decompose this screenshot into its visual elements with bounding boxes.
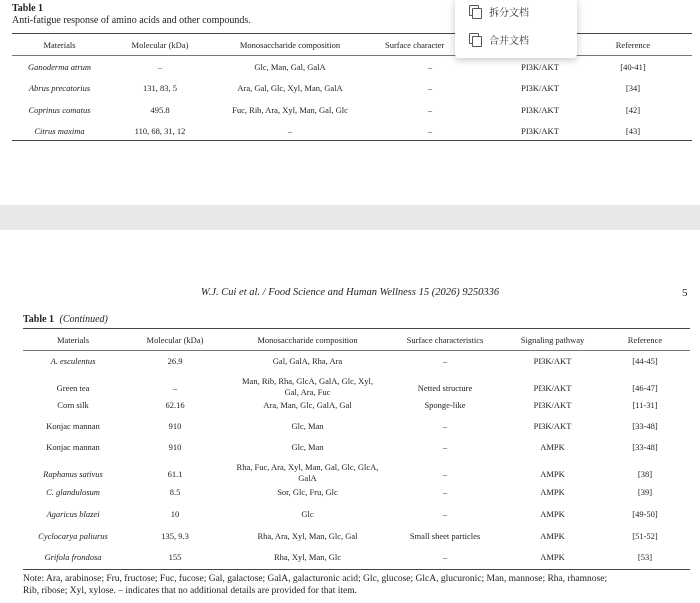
table-bottom-rule [12,140,692,141]
header2-surface: Surface characteristics [406,335,484,345]
table-note-line-2: Rib, ribose; Xyl, xylose. – indicates that no additional details are provided for that item. [23,586,358,596]
cell-surface: – [427,83,433,93]
cell-surface: – [442,509,448,519]
cell-material: A. esculentus [50,356,96,366]
cell-pathway: PI3K/AKT [521,105,559,115]
cell-reference: [40-41] [620,62,646,72]
document-page [0,230,700,603]
cell-reference: [42] [625,105,641,115]
cell-reference: [43] [625,126,641,136]
cell-reference: [44-45] [632,356,658,366]
header-molecular: Molecular (kDa) [131,40,189,50]
cell-pathway: AMPK [540,509,565,519]
cell-material: Agaricus blazei [46,509,100,519]
cell-pathway: PI3K/AKT [521,126,559,136]
cell-mono: Glc, Man [291,442,324,452]
table-caption: Anti-fatigue response of amino acids and other compounds. [12,15,251,26]
header2-rule [23,350,690,351]
document-page-top [0,0,700,205]
cell-mono: – [287,126,293,136]
cell-reference: [33-48] [632,442,658,452]
cell-pathway: PI3K/AKT [533,400,572,410]
cell-mono: Gal, GalA, Rha, Ara [272,356,343,366]
cell-material: Cyclocarya paliurus [38,531,108,541]
cell-molecular: – [157,62,163,72]
cell-reference: [53] [637,552,653,562]
page-gap [0,205,700,230]
merge-document-menu-item[interactable] [455,26,577,52]
cell-molecular: 61.1 [167,469,183,479]
cell-molecular: – [172,383,178,393]
cell-pathway: PI3K/AKT [521,83,559,93]
cell-material: Green tea [56,383,90,393]
table-title-continued [23,314,108,325]
header2-materials: Materials [56,335,90,345]
cell-molecular: 8.5 [169,487,181,497]
cell-mono: Man, Rib, Rha, GlcA, GalA, Glc, Xyl, [241,376,374,386]
cell-surface: – [442,487,448,497]
document-context-menu [455,0,577,58]
cell-reference: [34] [625,83,641,93]
cell-pathway: AMPK [540,442,565,452]
header-mono: Monosaccharide composition [239,40,341,50]
cell-reference: [49-50] [632,509,658,519]
cell-surface: – [427,105,433,115]
cell-mono: Ara, Man, Glc, GalA, Gal [263,400,352,410]
table-top-rule [12,33,692,34]
cell-molecular: 131, 83, 5 [143,83,177,93]
cell-reference: [11-31] [632,400,658,410]
table2-top-rule [23,328,690,329]
cell-surface: Small sheet particles [409,531,481,541]
table2-bottom-rule [23,569,690,570]
cell-material: Coprinus comatus [28,105,91,115]
split-document-icon [469,5,481,17]
cell-mono: Rha, Fuc, Ara, Xyl, Man, Gal, Glc, GlcA, [236,462,379,472]
cell-mono: Glc, Man, Gal, GalA [254,62,326,72]
cell-surface: – [442,356,448,366]
cell-molecular: 62.16 [165,400,185,410]
cell-molecular: 910 [168,421,182,431]
cell-material: Konjac mannan [46,421,100,431]
header2-pathway: Signaling pathway [520,335,585,345]
cell-molecular: 110, 68, 31, 12 [134,126,186,136]
cell-material: Citrus maxima [34,126,85,136]
table-title: Table 1 [12,3,44,14]
cell-surface: – [442,469,448,479]
cell-surface: – [442,442,448,452]
split-document-label: 拆分文档 [489,7,529,19]
cell-reference: [33-48] [632,421,658,431]
cell-mono: Ara, Gal, Glc, Xyl, Man, GalA [237,83,343,93]
cell-pathway: PI3K/AKT [521,62,559,72]
table-note-line-1: Note: Ara, arabinose; Fru, fructose; Fuc, fucose; Gal, galactose; GalA, galacturonic acid; Glc, glucose; GlcA, glucuronic; Man, mannose; Rha, rhamnose; [23,574,608,584]
header2-mono: Monosaccharide composition [257,335,358,345]
cell-surface: – [427,126,433,136]
cell-material: Abrus precatorius [28,83,91,93]
cell-surface: Sponge-like [424,400,466,410]
cell-molecular: 495.8 [150,105,170,115]
cell-pathway: PI3K/AKT [533,383,572,393]
cell-material: Corn silk [57,400,89,410]
cell-pathway: AMPK [540,552,565,562]
cell-molecular: 26.9 [167,356,183,366]
header-reference: Reference [615,40,651,50]
page-number: 5 [682,287,688,299]
cell-surface: Netted structure [417,383,473,393]
cell-mono: Glc, Man [291,421,324,431]
cell-pathway: PI3K/AKT [533,421,572,431]
merge-document-icon [469,33,481,45]
cell-pathway: AMPK [540,487,565,497]
cell-mono-cont: Gal, Ara, Fuc [284,387,331,397]
cell-mono: Fuc, Rib, Ara, Xyl, Man, Gal, Glc [232,105,348,115]
cell-material: Raphanus sativus [43,469,103,479]
header-materials: Materials [43,40,76,50]
cell-mono-cont: GalA [298,473,317,483]
cell-molecular: 135, 9.3 [161,531,189,541]
table-continued-label: (Continued) [59,314,108,325]
cell-surface: – [427,62,433,72]
cell-pathway: AMPK [540,531,565,541]
cell-material: C. glandulosum [46,487,100,497]
running-head: W.J. Cui et al. / Food Science and Human Wellness 15 (2026) 9250336 [200,287,500,298]
cell-material: Konjac mannan [46,442,100,452]
table-title-label: Table 1 [23,314,55,325]
cell-material: Ganoderma atrum [27,62,92,72]
header-rule [12,55,692,56]
cell-mono: Glc [301,509,314,519]
split-document-menu-item[interactable] [455,0,577,24]
header2-reference: Reference [627,335,663,345]
cell-pathway: AMPK [540,469,565,479]
cell-reference: [51-52] [632,531,658,541]
cell-mono: Sor, Glc, Fru, Glc [277,487,338,497]
cell-molecular: 910 [168,442,182,452]
cell-mono: Rha, Ara, Xyl, Man, Glc, Gal [257,531,358,541]
cell-reference: [38] [637,469,653,479]
cell-surface: – [442,421,448,431]
cell-mono: Rha, Xyl, Man, Glc [273,552,342,562]
cell-surface: – [442,552,448,562]
header2-molecular: Molecular (kDa) [146,335,204,345]
header-surface: Surface character [385,40,445,50]
cell-material: Grifola frondosa [44,552,102,562]
cell-molecular: 10 [170,509,180,519]
cell-pathway: PI3K/AKT [533,356,572,366]
cell-reference: [46-47] [632,383,658,393]
cell-reference: [39] [637,487,653,497]
merge-document-label: 合并文档 [489,35,529,47]
cell-molecular: 155 [168,552,182,562]
